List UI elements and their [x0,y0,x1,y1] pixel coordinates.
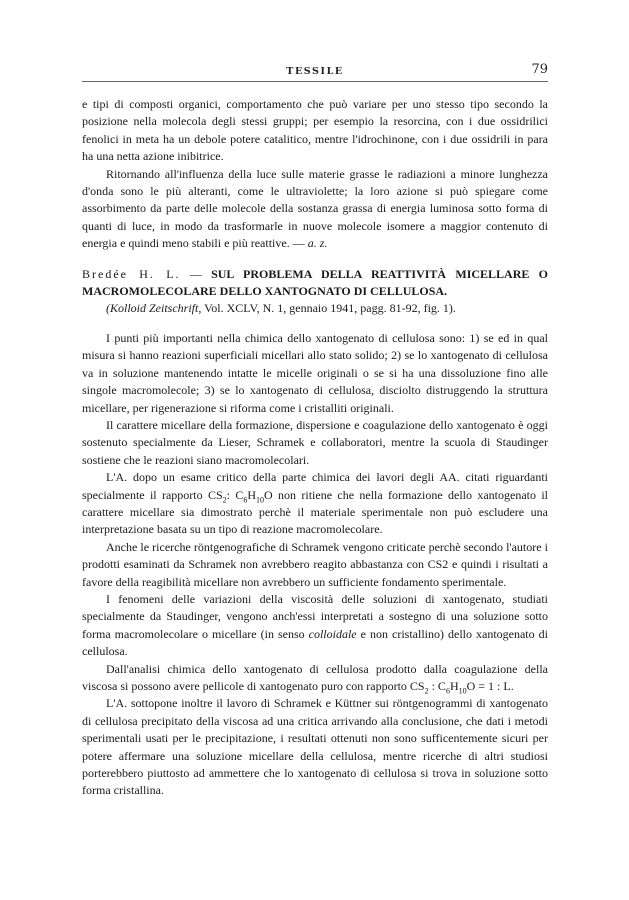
article-title: SUL PROBLEMA DELLA REATTIVITÀ MICELLARE O MACROMOLECOLARE DELLO XANTOGNATO DI CELLULOSA. [82,266,548,299]
paragraph-light-radiation [82,166,548,253]
text-run: Dall'analisi chimica dello xantogenato di cellulosa prodotto dalla coagulazione della viscosa si possono avere pellicole di xantogenato puro con rapporto CS [82,661,548,693]
paragraph-text: Ritornando all'influenza della luce sulle materie grasse le radiazioni a minore lunghezza d'onda sono le più alteranti, come le ultraviolette; la loro azione si può spiegare come assorbimento da parte delle molecole della sostanza grassa di energia luminosa sotto forma di quanti di luce, in modo da trasformarle in nuove molecole isomere a maggior contenuto di energia e quindi meno stabili e più reattive. — [82,166,548,251]
paragraph-viscosity [82,591,548,661]
heading-dash: — [180,266,212,281]
text-run: : C [428,679,446,693]
paragraph-rontgen-critique: Anche le ricerche röntgenografiche di Schramek vengono criticate perchè secondo l'autore i prodotti esaminati da Schramek non avrebbero reagito abbastanza con CS2 e quindi i risultati a favore della reagibilità micellare non avrebbero un sufficiente fondamento sperimentale. [82,539,548,589]
text-run: L'A. dopo un esame critico della parte chimica dei lavori degli AA. citati riguardanti specialmente il rapporto CS [82,470,548,502]
page-number: 79 [531,62,548,77]
subscript: 10 [256,494,265,504]
paragraph-chemical-critique [82,469,548,539]
citation-details: Vol. XCLV, N. 1, gennaio 1941, pagg. 81-92, fig. 1). [201,301,456,316]
paragraph-continuation: e tipi di composti organici, comportamento che può variare per uno stesso tipo secondo la posizione nella molecola degli stessi gruppi; per esempio la resorcina, con i due ossidrilici fenolici in meta ha un debole potere catalitico, mentre l'idrochinone, con i due ossidrili in para ha una netta azione inibitrice. [82,97,548,164]
subscript: 6 [445,686,450,696]
text-run: O non ritiene che nella formazione dello xantogenato il carattere micellare sia dimostrato perchè il materiale sperimentale non può escludere una interpretazione basata su un tipo di reazione macromolecolare. [82,487,548,537]
article-heading [82,266,548,301]
running-head [82,62,548,86]
subscript: 2 [424,686,429,696]
subscript: 6 [243,494,248,504]
italic-term: colloidale [308,626,357,641]
text-run: e non cristallino) dello xantogenato di cellulosa. [82,626,548,659]
text-run: H [449,679,459,693]
article-citation [82,300,548,317]
running-title: TESSILE [286,66,344,77]
citation-gap [82,318,548,330]
paragraph-key-points: I punti più importanti nella chimica dello xantogenato di cellulosa sono: 1) se ed in qual misura si hanno reazioni superficiali micellari allo stato solido; 2) se lo xantogenato di cellulosa va in soluzione mantenendo intatte le micelle originali o se si ha una dissoluzione fino alle singole macromolecole; 3) se lo xantogenato di cellulosa, disciolto distruggendo la struttura micellare, per rigenerazione si riforma come i cristalliti originali. [82,330,548,415]
section-gap [82,253,548,266]
author-initials: a. z. [307,236,328,251]
text-run: O = 1 : L. [466,679,514,693]
text-run: H [247,487,257,502]
subscript: 10 [458,686,467,696]
paragraph-micellar-character: Il carattere micellare della formazione, dispersione e coagulazione dello xantogenato è oggi sostenuto specialmente da Lieser, Schramek e collaboratori, mentre la scuola di Staudinger sostiene che le reazioni siano macromolecolari. [82,417,548,467]
header-rule [82,81,548,82]
article-author: Bredée H. L. [82,266,181,281]
text-run: I fenomeni delle variazioni della viscosità delle soluzioni di xantogenato, studiati specialmente da Staudinger, vengono anch'essi interpretati a sostegno di una soluzione sotto forma macromolecolare o micellare (in senso [82,591,548,641]
text-block [82,96,548,800]
paragraph-chemical-analysis [82,661,548,696]
journal-name: (Kolloid Zeitschrift, [106,301,202,316]
subscript: 2 [222,494,227,504]
paragraph-conclusion: L'A. sottopone inoltre il lavoro di Schramek e Küttner sui röntgenogrammi di xantogenato di cellulosa precipitato della viscosa ad una critica arrivando alla conclusione, che dati i metodi sperimentali usati per le precipitazione, i resultati ottenuti non sono sufficentemente sicuri per potere affermare una soluzione micellare della cellulosa, mentre ricerche di altri studiosi porterebbero piuttosto ad ammettere che lo xantogenato di cellulosa si trova in soluzione sotto forma cristallina. [82,696,548,798]
text-run: : C [226,487,244,502]
